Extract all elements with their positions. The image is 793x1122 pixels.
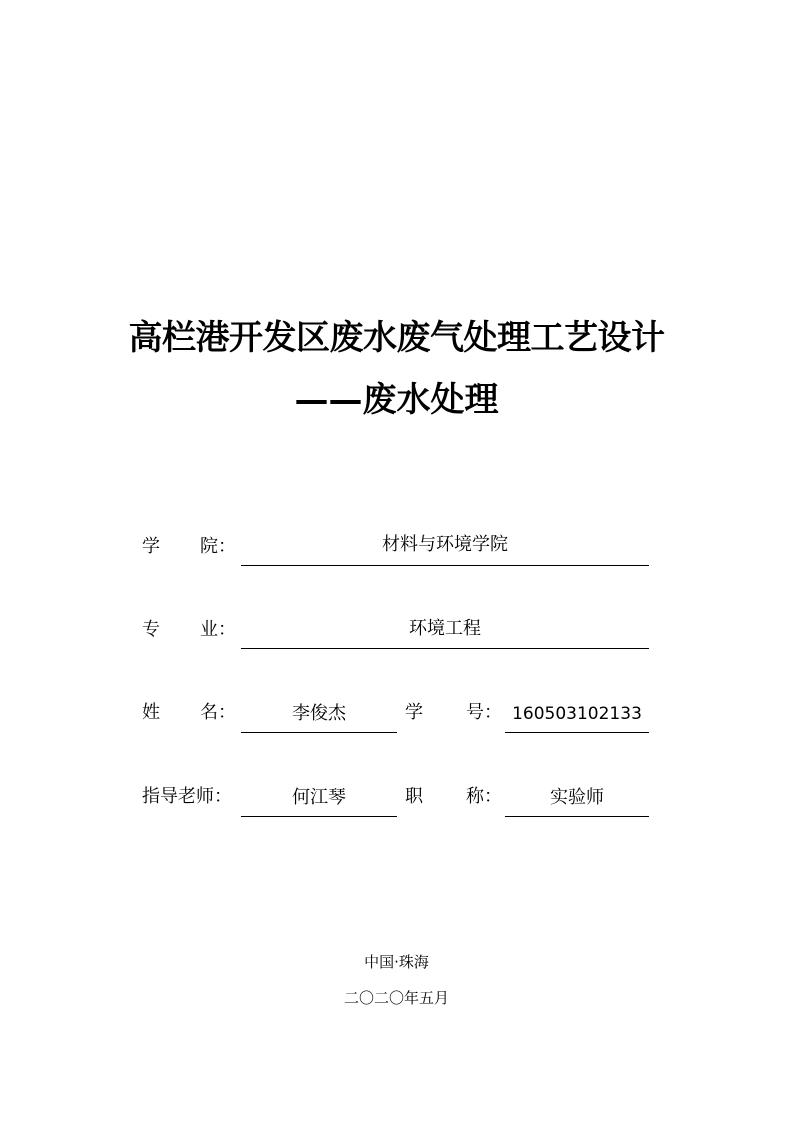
job-title-field: 实验师 xyxy=(505,786,649,817)
major-label-part2: 业： xyxy=(200,619,236,640)
college-label-part2: 院： xyxy=(200,536,236,557)
student-id-label-part1: 学 xyxy=(405,702,423,723)
document-subtitle: ——废水处理 xyxy=(294,380,499,420)
student-id-label-part2: 号： xyxy=(466,702,502,723)
name-field: 李俊杰 xyxy=(241,702,397,733)
footer-date: 二〇二〇年五月 xyxy=(343,989,449,1007)
footer-place: 中国·珠海 xyxy=(364,953,429,971)
advisor-field: 何江琴 xyxy=(241,786,397,817)
name-label-part1: 姓 xyxy=(142,702,160,723)
advisor-label: 指导老师： xyxy=(142,786,232,807)
job-title-label-part2: 称： xyxy=(466,786,502,807)
college-label-part1: 学 xyxy=(142,536,160,557)
job-title-label-part1: 职 xyxy=(405,786,423,807)
major-field: 环境工程 xyxy=(241,617,649,649)
name-label-part2: 名： xyxy=(200,702,236,723)
student-id-field: 160503102133 xyxy=(505,702,649,733)
college-field: 材料与环境学院 xyxy=(241,533,649,566)
major-label-part1: 专 xyxy=(142,619,160,640)
document-title: 高栏港开发区废水废气处理工艺设计 xyxy=(128,318,665,358)
